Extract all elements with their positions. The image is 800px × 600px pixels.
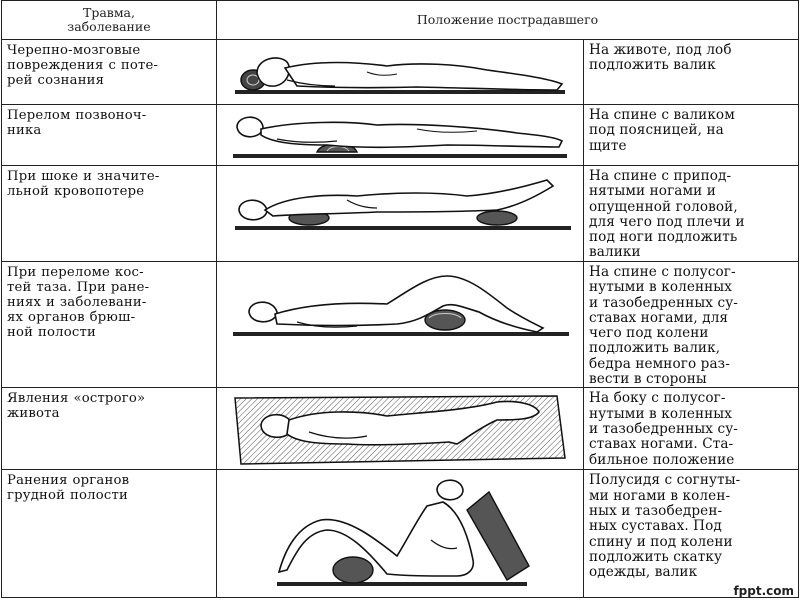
supine-body-knees-bent-icon bbox=[217, 262, 584, 382]
injury-cell: При переломе кос- тей таза. При ране- ниях и заболевани- ях органов брюш- ной полости bbox=[2, 262, 217, 388]
position-cell: На боку с полусог- нутыми в коленных и тазобедренных су- ставах ногами. Ста- бильное положение bbox=[584, 388, 799, 470]
injury-cell: При шоке и значите- льной кровопотере bbox=[2, 166, 217, 262]
side-lying-body-icon bbox=[217, 388, 584, 470]
figure-cell bbox=[217, 40, 584, 105]
position-cell: На спине с валиком под поясницей, на щите bbox=[584, 105, 799, 166]
table-row bbox=[2, 105, 799, 166]
header-injury: Травма, заболевание bbox=[2, 1, 217, 40]
position-cell: На спине с припод- нятыми ногами и опущенной головой, для чего под плечи и под ноги подложить валики bbox=[584, 166, 799, 262]
prone-body-forehead-roll-icon bbox=[217, 40, 584, 105]
table-row bbox=[2, 470, 799, 598]
position-cell: На животе, под лоб подложить валик bbox=[584, 40, 799, 105]
table-row bbox=[2, 40, 799, 105]
table-header-row bbox=[2, 1, 799, 40]
injury-cell: Ранения органов грудной полости bbox=[2, 470, 217, 598]
figure-cell bbox=[217, 105, 584, 166]
position-cell: Полусидя с согнуты- ми ногами в колен- ных и тазобедрен- ных суставах. Под спину и под колени подложить скатку одежды, валик bbox=[584, 470, 799, 598]
figure-cell bbox=[217, 470, 584, 598]
supine-body-legs-raised-icon bbox=[217, 166, 584, 262]
injury-cell: Перелом позвоноч- ника bbox=[2, 105, 217, 166]
table-row bbox=[2, 262, 799, 388]
figure-cell bbox=[217, 262, 584, 388]
injury-cell: Явления «острого» живота bbox=[2, 388, 217, 470]
positions-table bbox=[1, 0, 799, 598]
position-cell: На спине с полусог- нутыми в коленных и тазобедренных су- ставах ногами, для чего под колени подложить валик, бедра немного раз- вести в стороны bbox=[584, 262, 799, 388]
supine-body-lumbar-roll-icon bbox=[217, 105, 584, 166]
figure-cell bbox=[217, 388, 584, 470]
injury-cell: Черепно-мозговые повреждения с поте- рей сознания bbox=[2, 40, 217, 105]
figure-cell bbox=[217, 166, 584, 262]
table-row bbox=[2, 388, 799, 470]
table-row bbox=[2, 166, 799, 262]
watermark: fppt.com bbox=[733, 584, 794, 598]
header-position: Положение пострадавшего bbox=[217, 1, 799, 40]
half-sitting-body-icon bbox=[217, 470, 584, 598]
